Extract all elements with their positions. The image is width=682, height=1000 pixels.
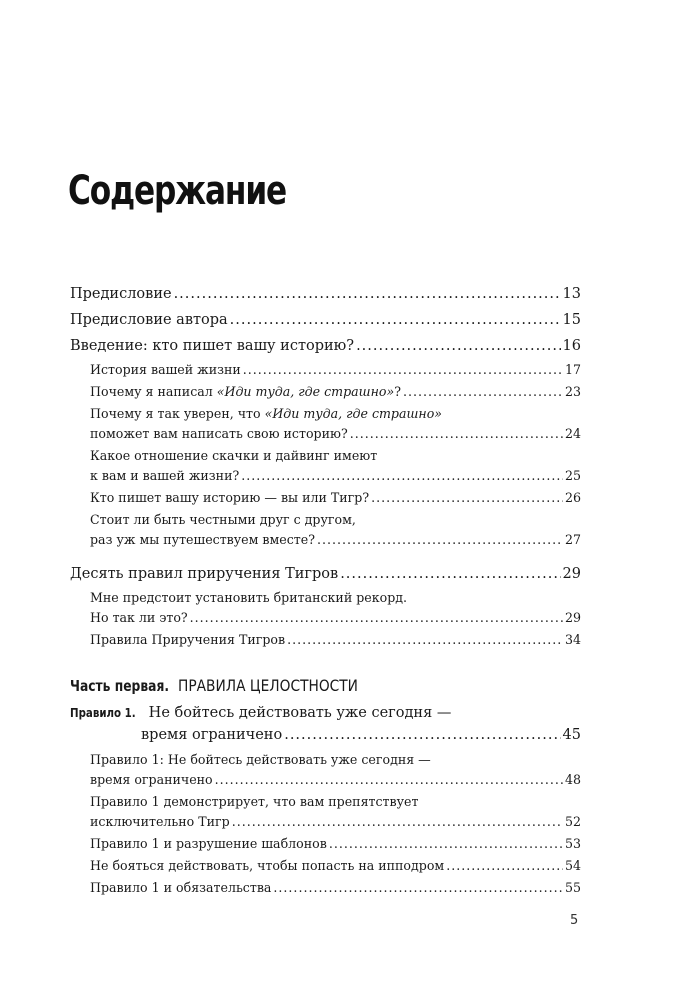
toc-entry-line bbox=[90, 750, 581, 770]
toc-entry-line bbox=[70, 702, 581, 724]
dot-leader bbox=[215, 770, 563, 790]
dot-leader bbox=[232, 812, 563, 832]
part-title: ПРАВИЛА ЦЕЛОСТНОСТИ bbox=[178, 676, 358, 695]
toc-entry[interactable] bbox=[70, 792, 581, 832]
toc-entry-line bbox=[90, 878, 581, 898]
part-label: Часть первая. bbox=[70, 677, 170, 695]
toc-entry-text: Мне предстоит установить британский рекорд. bbox=[90, 590, 408, 605]
book-title-italic: «Иди туда, где страшно» bbox=[216, 384, 395, 399]
dot-leader bbox=[287, 630, 563, 650]
toc-entry-text: Правило 1: Не бойтесь действовать уже сегодня — bbox=[90, 752, 431, 767]
toc-entry[interactable] bbox=[70, 488, 581, 508]
toc-entry-line bbox=[70, 724, 581, 746]
toc-entry-text: История вашей жизни bbox=[90, 362, 241, 377]
book-title-italic: «Иди туда, где страшно» bbox=[264, 406, 443, 421]
toc-entry-text: Предисловие автора bbox=[70, 312, 228, 328]
toc-entry-text: Почему я так уверен, что «Иди туда, где страшно» bbox=[90, 406, 443, 421]
toc-entry-text: Стоит ли быть честными друг с другом, bbox=[90, 512, 356, 527]
toc-page-number: 45 bbox=[562, 727, 581, 743]
dot-leader bbox=[403, 382, 563, 402]
toc-entry-text: Введение: кто пишет вашу историю? bbox=[70, 338, 355, 354]
toc-page-number: 23 bbox=[564, 384, 581, 399]
toc-page-number: 54 bbox=[564, 858, 581, 873]
toc-entry[interactable] bbox=[70, 878, 581, 898]
dot-leader bbox=[446, 856, 563, 876]
toc-entry-text: исключительно Тигр bbox=[90, 814, 230, 829]
toc-entry[interactable] bbox=[70, 510, 581, 550]
toc-page-number: 26 bbox=[564, 490, 581, 505]
dot-leader bbox=[284, 724, 560, 746]
toc-entry-line bbox=[90, 530, 581, 550]
toc-entry-line bbox=[90, 792, 581, 812]
toc-entry[interactable] bbox=[70, 750, 581, 790]
toc-entry[interactable] bbox=[70, 334, 581, 358]
toc-entry-text: Не бойтесь действовать уже сегодня — bbox=[148, 705, 452, 721]
toc-entry-text: поможет вам написать свою историю? bbox=[90, 426, 348, 441]
toc-entry-text: время ограничено bbox=[141, 727, 283, 743]
toc-entry-line bbox=[90, 770, 581, 790]
toc-entry-line bbox=[90, 834, 581, 854]
toc-entry[interactable] bbox=[70, 856, 581, 876]
toc-entry-line bbox=[90, 466, 581, 486]
toc-page-number: 15 bbox=[562, 312, 581, 328]
toc-entry-text: Но так ли это? bbox=[90, 610, 188, 625]
toc-entry-line bbox=[90, 588, 581, 608]
toc-entry-text: Правило 1 и разрушение шаблонов bbox=[90, 836, 327, 851]
toc-entry-line bbox=[90, 382, 581, 402]
toc-entry-line bbox=[90, 812, 581, 832]
dot-leader bbox=[371, 488, 563, 508]
toc-entry[interactable] bbox=[70, 308, 581, 332]
toc-entry-line bbox=[90, 608, 581, 628]
toc-entry-line bbox=[70, 562, 581, 586]
toc-entry[interactable] bbox=[70, 562, 581, 586]
toc-entry-text: Почему я написал «Иди туда, где страшно»? bbox=[90, 384, 401, 399]
toc-entry-text: Правила Приручения Тигров bbox=[90, 632, 286, 647]
toc-part1-section bbox=[70, 750, 581, 898]
toc-entry-text: Предисловие bbox=[70, 286, 172, 302]
toc-entry-text: время ограничено bbox=[90, 772, 213, 787]
dot-leader bbox=[273, 878, 563, 898]
toc-entry-text: к вам и вашей жизни? bbox=[90, 468, 240, 483]
toc-entry-text: Не бояться действовать, чтобы попасть на ипподром bbox=[90, 858, 445, 873]
rule-label: Правило 1. bbox=[70, 705, 136, 720]
toc-page-number: 13 bbox=[562, 286, 581, 302]
toc-entry[interactable] bbox=[70, 382, 581, 402]
dot-leader bbox=[317, 530, 563, 550]
toc-entry-line bbox=[70, 308, 581, 332]
toc-entry-text: Десять правил приручения Тигров bbox=[70, 566, 339, 582]
dot-leader bbox=[230, 308, 561, 332]
toc-entry-line bbox=[90, 488, 581, 508]
part-heading bbox=[70, 674, 581, 698]
toc-page-number: 29 bbox=[562, 566, 581, 582]
dot-leader bbox=[329, 834, 563, 854]
toc-entry-line bbox=[90, 630, 581, 650]
toc-page-number: 48 bbox=[564, 772, 581, 787]
toc-entry[interactable] bbox=[70, 446, 581, 486]
toc-entry-line bbox=[90, 856, 581, 876]
dot-leader bbox=[243, 360, 563, 380]
dot-leader bbox=[241, 466, 563, 486]
dot-leader bbox=[356, 334, 560, 358]
toc-entry-line bbox=[90, 446, 581, 466]
toc-entry-line bbox=[70, 334, 581, 358]
toc-page-number: 17 bbox=[564, 362, 581, 377]
dot-leader bbox=[190, 608, 563, 628]
toc-entry-line bbox=[90, 360, 581, 380]
toc-page-number: 29 bbox=[564, 610, 581, 625]
page-title: Содержание bbox=[68, 168, 287, 214]
table-of-contents bbox=[70, 282, 581, 900]
dot-leader bbox=[174, 282, 561, 306]
toc-main-section bbox=[70, 282, 581, 650]
toc-entry[interactable] bbox=[70, 404, 581, 444]
toc-page-number: 34 bbox=[564, 632, 581, 647]
toc-entry-text: Правило 1 и обязательства bbox=[90, 880, 272, 895]
toc-entry[interactable] bbox=[70, 630, 581, 650]
toc-entry[interactable] bbox=[70, 282, 581, 306]
toc-page-number: 24 bbox=[564, 426, 581, 441]
page-number: 5 bbox=[570, 913, 579, 928]
toc-entry-line bbox=[90, 510, 581, 530]
toc-entry-text: Кто пишет вашу историю — вы или Тигр? bbox=[90, 490, 370, 505]
toc-page-number: 55 bbox=[564, 880, 581, 895]
toc-page-number: 16 bbox=[562, 338, 581, 354]
toc-rule-entry[interactable] bbox=[70, 702, 581, 746]
dot-leader bbox=[350, 424, 563, 444]
toc-page-number: 53 bbox=[564, 836, 581, 851]
toc-entry-line bbox=[90, 404, 581, 424]
toc-entry[interactable] bbox=[70, 588, 581, 628]
toc-entry[interactable] bbox=[70, 360, 581, 380]
toc-entry-line bbox=[90, 424, 581, 444]
toc-page-number: 27 bbox=[564, 532, 581, 547]
toc-entry-text: Какое отношение скачки и дайвинг имеют bbox=[90, 448, 378, 463]
toc-page-number: 25 bbox=[564, 468, 581, 483]
toc-page-number: 52 bbox=[564, 814, 581, 829]
toc-entry-text: раз уж мы путешествуем вместе? bbox=[90, 532, 315, 547]
toc-entry[interactable] bbox=[70, 834, 581, 854]
dot-leader bbox=[340, 562, 560, 586]
toc-entry-line bbox=[70, 282, 581, 306]
toc-entry-text: Правило 1 демонстрирует, что вам препятствует bbox=[90, 794, 419, 809]
